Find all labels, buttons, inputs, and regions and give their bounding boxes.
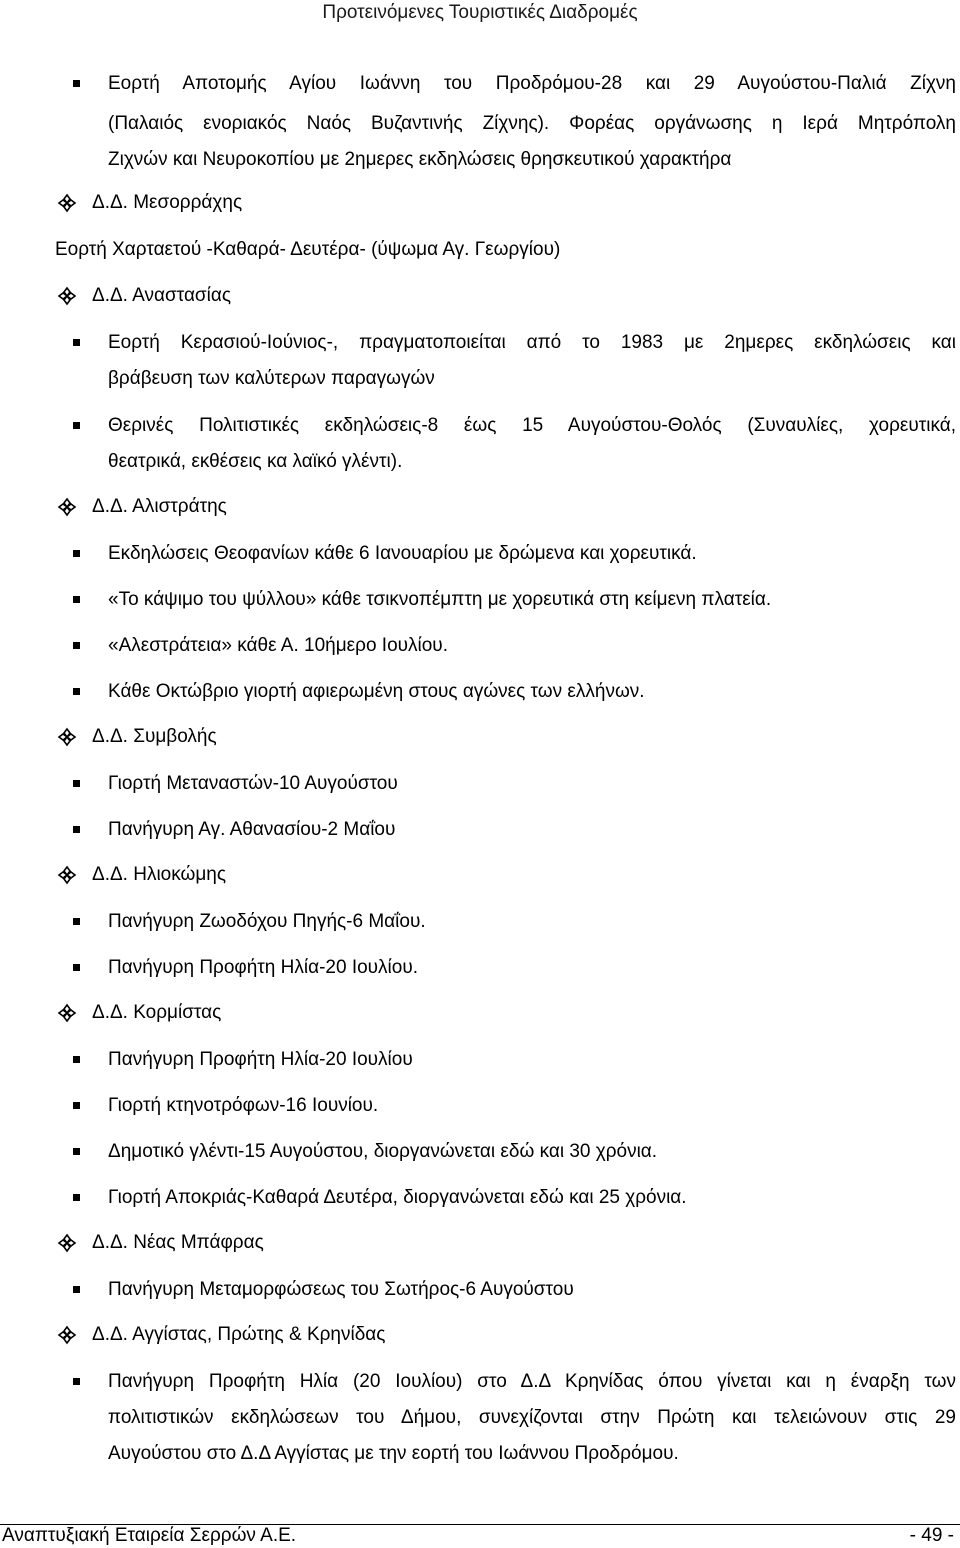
text-line: Ζιχνών και Νευροκοπίου με 2ημερες εκδηλώσεις θρησκευτικού χαρακτήρα: [108, 149, 732, 170]
section-heading: Δ.Δ. Νέας Μπάφρας: [92, 1232, 264, 1253]
text-line: θεατρικά, εκθέσεις κα λαϊκό γλέντι).: [108, 451, 403, 472]
square-bullet-icon: [73, 1378, 80, 1385]
diamond-bullet-icon: [57, 1003, 77, 1023]
text-line: Πανήγυρη Προφήτη Ηλία-20 Ιουλίου: [108, 1049, 413, 1070]
text-line: Θερινές Πολιτιστικές εκδηλώσεις-8 έως 15 Αυγούστου-Θολός (Συναυλίες, χορευτικά,: [108, 415, 956, 436]
text-line: πολιτιστικών εκδηλώσεων του Δήμου, συνεχίζονται στην Πρώτη και τελειώνουν στις 29: [108, 1407, 956, 1428]
footer-company: Αναπτυξιακή Εταιρεία Σερρών Α.Ε.: [2, 1525, 297, 1546]
square-bullet-icon: [73, 1194, 80, 1201]
square-bullet-icon: [73, 596, 80, 603]
section-heading: Δ.Δ. Αγγίστας, Πρώτης & Κρηνίδας: [92, 1324, 386, 1345]
diamond-bullet-icon: [57, 286, 77, 306]
square-bullet-icon: [73, 688, 80, 695]
section-heading: Δ.Δ. Αναστασίας: [92, 285, 232, 306]
section-heading: Δ.Δ. Μεσορράχης: [92, 192, 243, 213]
text-line: Αυγούστου στο Δ.Δ Αγγίστας με την εορτή του Ιωάννου Προδρόμου.: [108, 1443, 679, 1464]
text-line: (Παλαιός ενοριακός Ναός Βυζαντινής Ζίχνης). Φορέας οργάνωσης η Ιερά Μητρόπολη: [108, 113, 956, 134]
text-line: Πανήγυρη Προφήτη Ηλία (20 Ιουλίου) στο Δ.Δ Κρηνίδας όπου γίνεται και η έναρξη των: [108, 1371, 956, 1392]
section-heading: Δ.Δ. Ηλιοκώμης: [92, 864, 227, 885]
diamond-bullet-icon: [57, 497, 77, 517]
square-bullet-icon: [73, 1286, 80, 1293]
page-footer: [0, 1524, 960, 1546]
text-line: Γιορτή κτηνοτρόφων-16 Ιουνίου.: [108, 1095, 379, 1116]
square-bullet-icon: [73, 1102, 80, 1109]
square-bullet-icon: [73, 1056, 80, 1063]
diamond-bullet-icon: [57, 865, 77, 885]
square-bullet-icon: [73, 550, 80, 557]
text-line: Εκδηλώσεις Θεοφανίων κάθε 6 Ιανουαρίου με δρώμενα και χορευτικά.: [108, 543, 697, 564]
square-bullet-icon: [73, 642, 80, 649]
text-line: Εορτή Κερασιού-Ιούνιος-, πραγματοποιείται από το 1983 με 2ημερες εκδηλώσεις και: [108, 332, 956, 353]
text-line: Δημοτικό γλέντι-15 Αυγούστου, διοργανώνεται εδώ και 30 χρόνια.: [108, 1141, 658, 1162]
diamond-bullet-icon: [57, 727, 77, 747]
text-line: βράβευση των καλύτερων παραγωγών: [108, 368, 435, 389]
diamond-bullet-icon: [57, 1233, 77, 1253]
section-heading: Δ.Δ. Αλιστράτης: [92, 496, 227, 517]
text-line: «Αλεστράτεια» κάθε Α. 10ήμερο Ιουλίου.: [108, 635, 448, 656]
square-bullet-icon: [73, 964, 80, 971]
square-bullet-icon: [73, 422, 80, 429]
square-bullet-icon: [73, 339, 80, 346]
text-line: Γιορτή Μεταναστών-10 Αυγούστου: [108, 773, 398, 794]
text-line: «Το κάψιμο του ψύλλου» κάθε τσικνοπέμπτη με χορευτικά στη κείμενη πλατεία.: [108, 589, 772, 610]
page-header: Προτεινόμενες Τουριστικές Διαδρομές: [322, 2, 638, 23]
text-line: Πανήγυρη Προφήτη Ηλία-20 Ιουλίου.: [108, 957, 419, 978]
square-bullet-icon: [73, 80, 80, 87]
diamond-bullet-icon: [57, 1325, 77, 1345]
section-heading: Δ.Δ. Συμβολής: [92, 726, 217, 747]
text-line: Εορτή Αποτομής Αγίου Ιωάννη του Προδρόμου-28 και 29 Αυγούστου-Παλιά Ζίχνη: [108, 73, 956, 94]
square-bullet-icon: [73, 780, 80, 787]
text-line: Πανήγυρη Μεταμορφώσεως του Σωτήρος-6 Αυγούστου: [108, 1279, 574, 1300]
text-line: Πανήγυρη Ζωοδόχου Πηγής-6 Μαΐου.: [108, 911, 426, 932]
text-line: Γιορτή Αποκριάς-Καθαρά Δευτέρα, διοργανώνεται εδώ και 25 χρόνια.: [108, 1187, 687, 1208]
text-line: Κάθε Οκτώβριο γιορτή αφιερωμένη στους αγώνες των ελλήνων.: [108, 681, 645, 702]
square-bullet-icon: [73, 1148, 80, 1155]
square-bullet-icon: [73, 918, 80, 925]
square-bullet-icon: [73, 826, 80, 833]
text-line: Εορτή Χαρταετού -Καθαρά- Δευτέρα- (ύψωμα Αγ. Γεωργίου): [55, 239, 561, 260]
diamond-bullet-icon: [57, 193, 77, 213]
text-line: Πανήγυρη Αγ. Αθανασίου-2 Μαΐου: [108, 819, 396, 840]
page-number: - 49 -: [909, 1525, 954, 1546]
section-heading: Δ.Δ. Κορμίστας: [92, 1002, 222, 1023]
